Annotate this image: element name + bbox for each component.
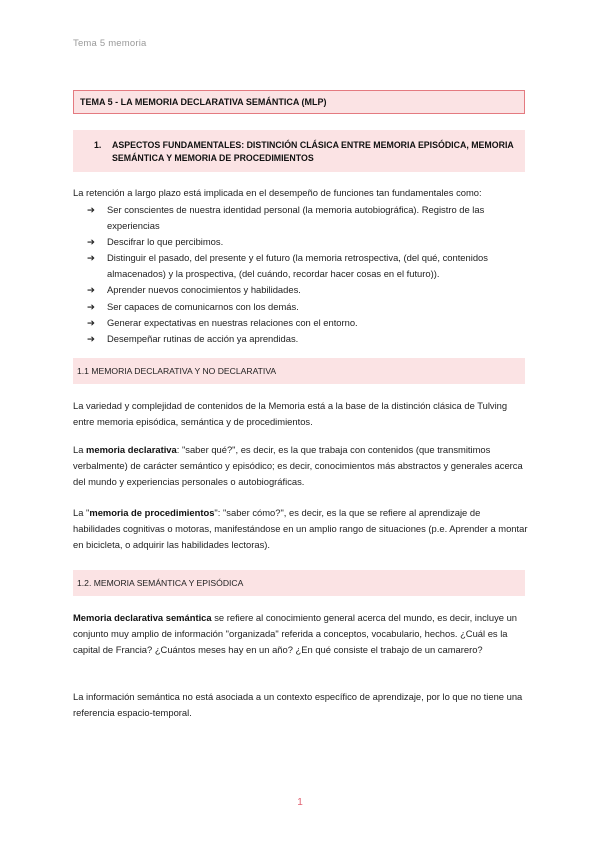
section-title: ASPECTOS FUNDAMENTALES: DISTINCIÓN CLÁSICA ENTRE MEMORIA EPISÓDICA, MEMORIA SEMÁNTICA Y MEMORIA DE PROCEDIMIENTOS bbox=[112, 140, 514, 163]
arrow-icon: ➔ bbox=[87, 284, 95, 296]
text-run: se refiere al conocimiento general acerca del mundo, es decir, incluye un conjunto muy amplio de información "organizada" referida a conceptos, vocabulario, hechos. ¿Cuál es la capital de Francia? ¿Cuántos meses hay en un año? ¿En qué consiste el trabajo de un camarero? bbox=[73, 612, 518, 655]
term-declarative: memoria declarativa bbox=[86, 444, 177, 455]
intro-paragraph: La retención a largo plazo está implicada en el desempeño de funciones tan fundamentales como: bbox=[73, 187, 482, 198]
list-item bbox=[73, 331, 529, 347]
list-item bbox=[73, 202, 529, 233]
list-item-text: Ser conscientes de nuestra identidad personal (la memoria autobiográfica). Registro de las experiencias bbox=[107, 204, 485, 231]
list-item-text: Desempeñar rutinas de acción ya aprendidas. bbox=[107, 333, 299, 345]
arrow-icon: ➔ bbox=[87, 204, 95, 215]
list-item-text: Distinguir el pasado, del presente y el futuro (la memoria retrospectiva, (del qué, contenidos almacenados) y la prospectiva, (del cuándo, recordar hacer cosas en el futuro)). bbox=[107, 252, 488, 279]
text-run: La " bbox=[73, 507, 90, 518]
list-item bbox=[73, 234, 529, 250]
subsection-heading-1-1: 1.1 MEMORIA DECLARATIVA Y NO DECLARATIVA bbox=[73, 358, 525, 384]
term-semantic: Memoria declarativa semántica bbox=[73, 612, 212, 623]
paragraph-procedural bbox=[73, 505, 529, 553]
text-run: La bbox=[73, 444, 87, 455]
subsection-heading-1-2: 1.2. MEMORIA SEMÁNTICA Y EPISÓDICA bbox=[73, 570, 525, 596]
term-procedural: memoria de procedimientos bbox=[89, 507, 215, 518]
arrow-icon: ➔ bbox=[87, 236, 95, 247]
list-item-text: Generar expectativas en nuestras relaciones con el entorno. bbox=[107, 316, 358, 328]
list-item-text: Ser capaces de comunicarnos con los demás. bbox=[107, 300, 299, 312]
functions-list bbox=[73, 202, 529, 347]
list-item-text: Aprender nuevos conocimientos y habilidades. bbox=[107, 284, 301, 296]
arrow-icon: ➔ bbox=[87, 252, 95, 264]
list-item-text: Descifrar lo que percibimos. bbox=[107, 236, 224, 247]
paragraph-semantic-context: La información semántica no está asociada a un contexto específico de aprendizaje, por lo que no tiene una referencia espacio-temporal. bbox=[73, 691, 523, 718]
arrow-icon: ➔ bbox=[87, 300, 95, 312]
running-header: Tema 5 memoria bbox=[73, 38, 147, 49]
arrow-icon: ➔ bbox=[87, 333, 95, 345]
list-item bbox=[73, 299, 529, 315]
section-number: 1. bbox=[94, 140, 102, 150]
page-number: 1 bbox=[297, 797, 303, 808]
arrow-icon: ➔ bbox=[87, 316, 95, 328]
chapter-title: TEMA 5 - LA MEMORIA DECLARATIVA SEMÁNTICA (MLP) bbox=[73, 90, 525, 114]
paragraph-semantic bbox=[73, 610, 529, 658]
list-item bbox=[73, 250, 529, 281]
paragraph-declarative bbox=[73, 442, 529, 490]
paragraph-tulving: La variedad y complejidad de contenidos de la Memoria está a la base de la distinción clásica de Tulving entre memoria episódica, semántica y de procedimientos. bbox=[73, 400, 508, 427]
text-run: : "saber qué?", es decir, es la que trabaja con contenidos (que transmitimos verbalmente) de carácter semántico y episódico; es decir, conocimientos más abstractos y generales acerca del mundo y experiencias personales o autobiográficas. bbox=[73, 444, 523, 487]
list-item bbox=[73, 315, 529, 331]
section-heading bbox=[73, 130, 525, 172]
text-run: ": "saber cómo?", es decir, es la que se refiere al aprendizaje de habilidades cognitivas o motoras, manifestándose en un amplio rango de situaciones (p.e. Aprender a montar en bicicleta, o adquirir las habilidades lectoras). bbox=[73, 507, 528, 550]
list-item bbox=[73, 282, 529, 298]
